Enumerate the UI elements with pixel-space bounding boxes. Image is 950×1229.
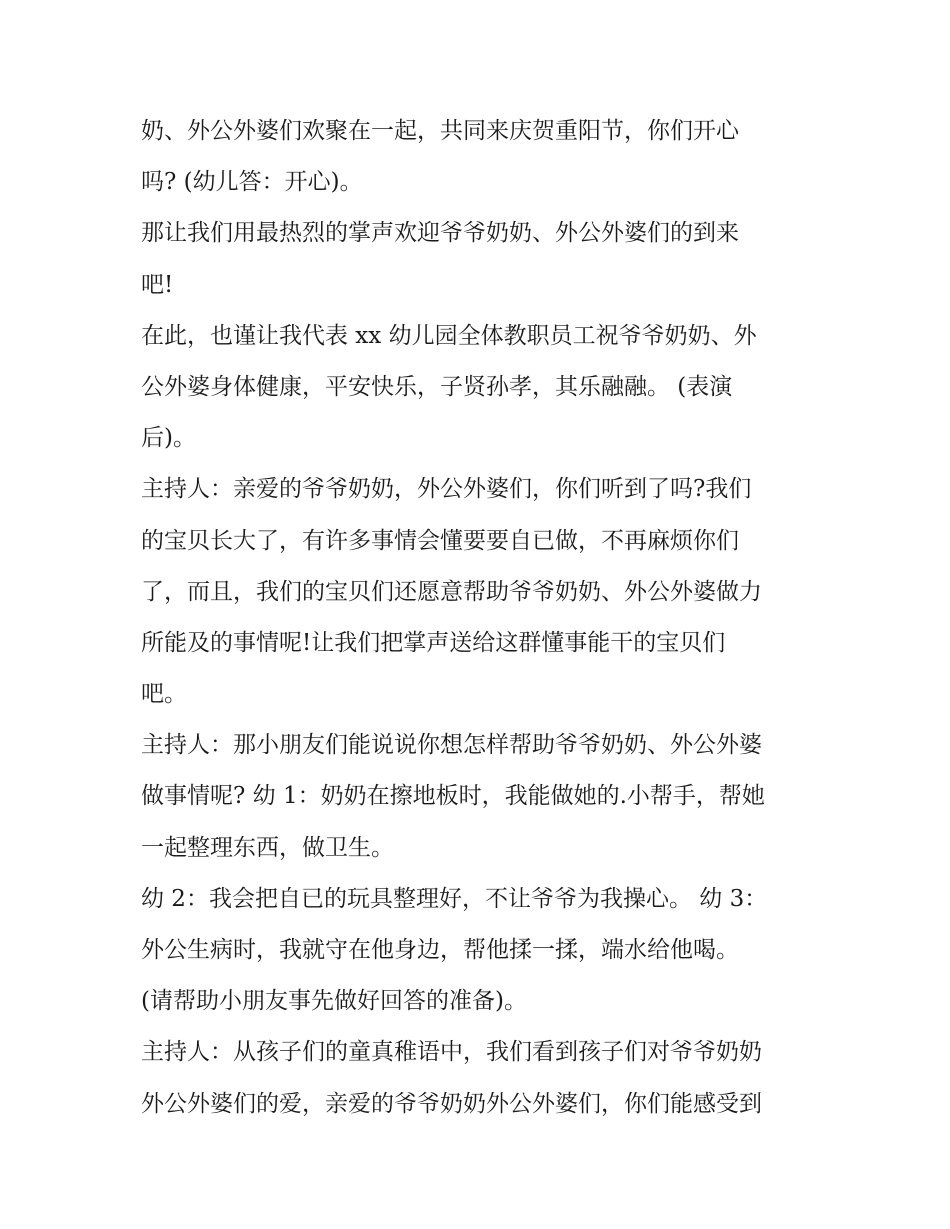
text-line: 吧。 [141,681,187,708]
text-line: 奶、外公外婆们欢聚在一起，共同来庆贺重阳节，你们开心 [141,118,739,144]
text-line: 后)。 [141,425,196,452]
text-line: (请帮助小朋友事先做好回答的准备)。 [141,988,527,1015]
text-line: 的宝贝长大了，有许多事情会懂要要自已做，不再麻烦你们 [141,527,739,554]
text-line: 吗? (幼儿答：开心)。 [141,169,363,196]
text-line: 了，而且，我们的宝贝们还愿意帮助爷爷奶奶、外公外婆做力 [141,578,762,605]
text-line: 外公生病时，我就守在他身边，帮他揉一揉，端水给他喝。 [141,937,739,963]
text-line: 公外婆身体健康，平安快乐，子贤孙孝，其乐融融。 (表演 [141,373,733,400]
text-line: 在此，也谨让我代表 xx 幼儿园全体教职员工祝爷爷奶奶、外 [141,322,757,349]
text-line: 主持人：那小朋友们能说说你想怎样帮助爷爷奶奶、外公外婆 [141,732,762,759]
text-line: 吧! [141,271,174,298]
text-line: 那让我们用最热烈的掌声欢迎爷爷奶奶、外公外婆们的到来 [141,220,739,247]
text-line: 外公外婆们的爱，亲爱的爷爷奶奶外公外婆们，你们能感受到 [141,1090,762,1117]
document-body-text [141,106,831,1130]
text-line: 做事情呢? 幼 1：奶奶在擦地板时，我能做她的.小帮手，帮她 [141,783,765,810]
text-line: 一起整理东西，做卫生。 [141,834,394,861]
text-line: 主持人：亲爱的爷爷奶奶，外公外婆们，你们听到了吗?我们 [141,476,752,503]
text-line: 所能及的事情呢!让我们把掌声送给这群懂事能干的宝贝们 [141,629,726,656]
text-line: 幼 2：我会把自已的玩具整理好，不让爷爷为我操心。 幼 3： [141,885,768,912]
text-line: 主持人：从孩子们的童真稚语中，我们看到孩子们对爷爷奶奶 [141,1039,762,1066]
